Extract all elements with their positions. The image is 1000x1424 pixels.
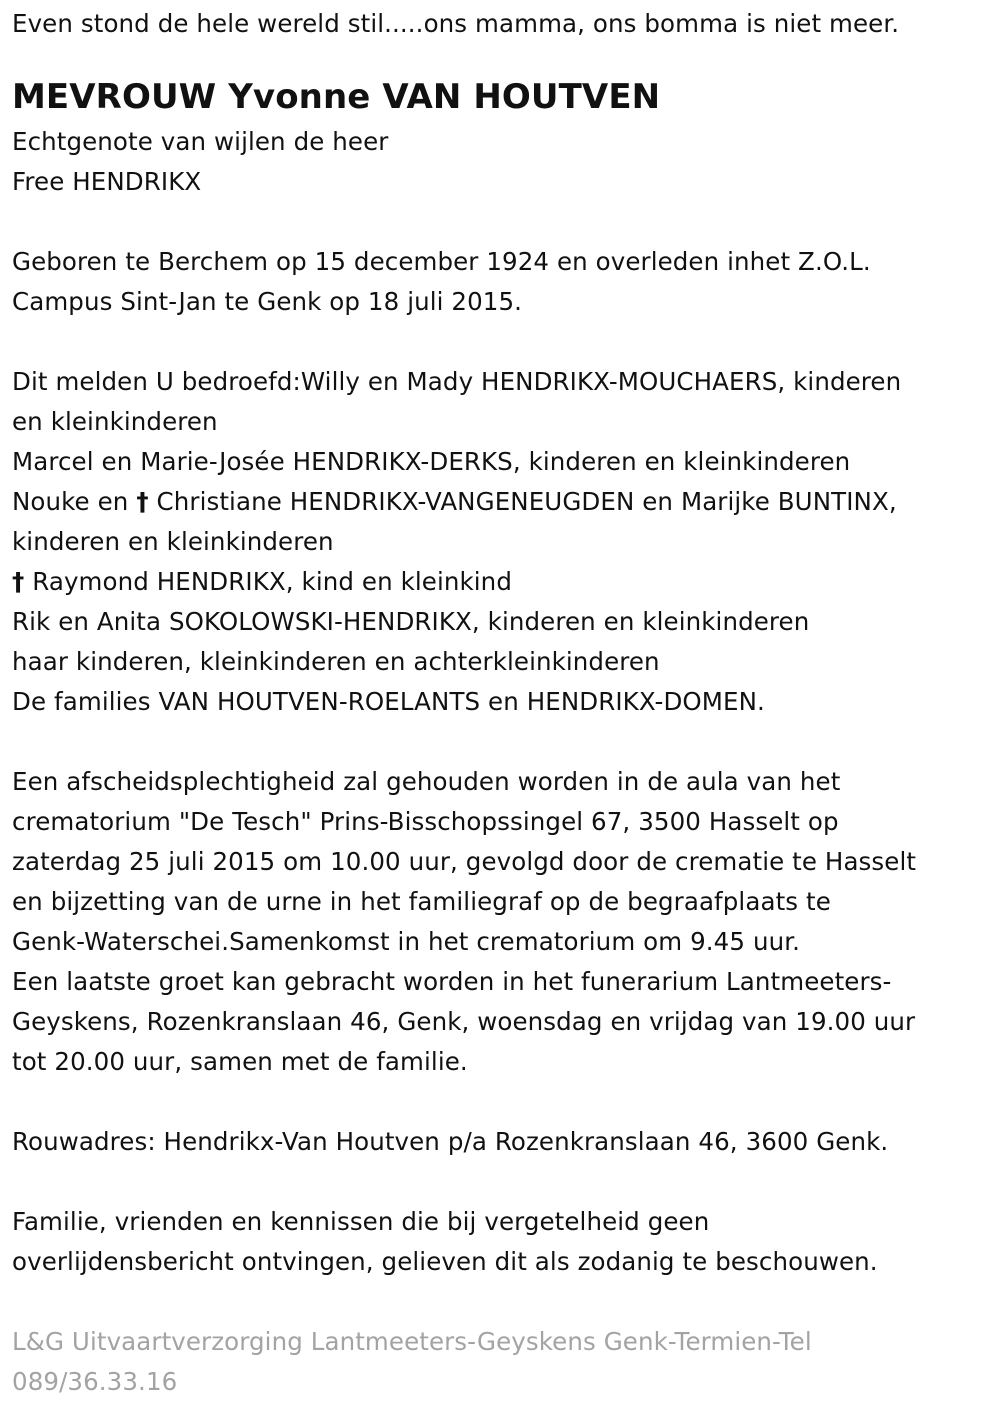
ceremony-line-7: Geyskens, Rozenkranslaan 46, Genk, woensdag en vrijdag van 19.00 uur: [12, 1007, 916, 1036]
mourners-line-5: kinderen en kleinkinderen: [12, 527, 334, 556]
ceremony-line-1: Een afscheidsplechtigheid zal gehouden worden in de aula van het: [12, 767, 841, 796]
cross-icon: †: [12, 567, 25, 596]
ceremony-line-8: tot 20.00 uur, samen met de familie.: [12, 1047, 468, 1076]
mourners-line-1: Dit melden U bedroefd:Willy en Mady HENDRIKX-MOUCHAERS, kinderen: [12, 367, 902, 396]
ceremony-line-2: crematorium "De Tesch" Prins-Bisschopssingel 67, 3500 Hasselt op: [12, 807, 839, 836]
mourning-address: Rouwadres: Hendrikx-Van Houtven p/a Rozenkranslaan 46, 3600 Genk.: [12, 1127, 889, 1156]
spacer: [12, 722, 988, 762]
mourners-line-4-pre: Nouke en: [12, 487, 137, 516]
ceremony-line-3: zaterdag 25 juli 2015 om 10.00 uur, gevolgd door de crematie te Hasselt: [12, 847, 917, 876]
birth-line-2: Campus Sint-Jan te Genk op 18 juli 2015.: [12, 287, 523, 316]
ceremony-line-4: en bijzetting van de urne in het familiegraf op de begraafplaats te: [12, 887, 831, 916]
ceremony-block: [12, 762, 988, 1082]
spacer: [12, 1082, 988, 1122]
spacer: [12, 1162, 988, 1202]
mourners-line-2: en kleinkinderen: [12, 407, 218, 436]
mourners-line-4: [12, 482, 988, 522]
mourners-line-4-post: Christiane HENDRIKX-VANGENEUGDEN en Marijke BUNTINX,: [148, 487, 897, 516]
spacer: [12, 322, 988, 362]
deceased-name: MEVROUW Yvonne VAN HOUTVEN: [12, 77, 661, 117]
mourners-line-6: [12, 562, 988, 602]
mourners-line-7: Rik en Anita SOKOLOWSKI-HENDRIKX, kinderen en kleinkinderen: [12, 607, 810, 636]
cross-icon: †: [136, 487, 149, 516]
deceased-block: [12, 72, 988, 202]
ceremony-line-5: Genk-Waterschei.Samenkomst in het crematorium om 9.45 uur.: [12, 927, 801, 956]
spacer: [12, 1282, 988, 1322]
mourners-block: [12, 362, 988, 722]
footer-line-1: L&G Uitvaartverzorging Lantmeeters-Geyskens Genk-Termien-Tel: [12, 1327, 812, 1356]
birth-line-1: Geboren te Berchem op 15 december 1924 en overleden inhet Z.O.L.: [12, 247, 871, 276]
spacer: [12, 202, 988, 242]
notice-block: [12, 1202, 988, 1282]
notice-line-2: overlijdensbericht ontvingen, gelieven dit als zodanig te beschouwen.: [12, 1247, 878, 1276]
spouse-line-1: Echtgenote van wijlen de heer: [12, 127, 389, 156]
mourners-line-6-post: Raymond HENDRIKX, kind en kleinkind: [24, 567, 512, 596]
ceremony-line-6: Een laatste groet kan gebracht worden in het funerarium Lantmeeters-: [12, 967, 892, 996]
birth-block: [12, 242, 988, 322]
footer-line-2: 089/36.33.16: [12, 1367, 178, 1396]
intro-text: Even stond de hele wereld stil.....ons mamma, ons bomma is niet meer.: [12, 9, 900, 38]
notice-line-1: Familie, vrienden en kennissen die bij vergetelheid geen: [12, 1207, 710, 1236]
spouse-line-2: Free HENDRIKX: [12, 167, 202, 196]
mourners-line-3: Marcel en Marie-Josée HENDRIKX-DERKS, kinderen en kleinkinderen: [12, 447, 851, 476]
funeral-home-footer: [12, 1322, 988, 1402]
mourners-line-8: haar kinderen, kleinkinderen en achterkleinkinderen: [12, 647, 660, 676]
mourners-line-9: De families VAN HOUTVEN-ROELANTS en HENDRIKX-DOMEN.: [12, 687, 765, 716]
